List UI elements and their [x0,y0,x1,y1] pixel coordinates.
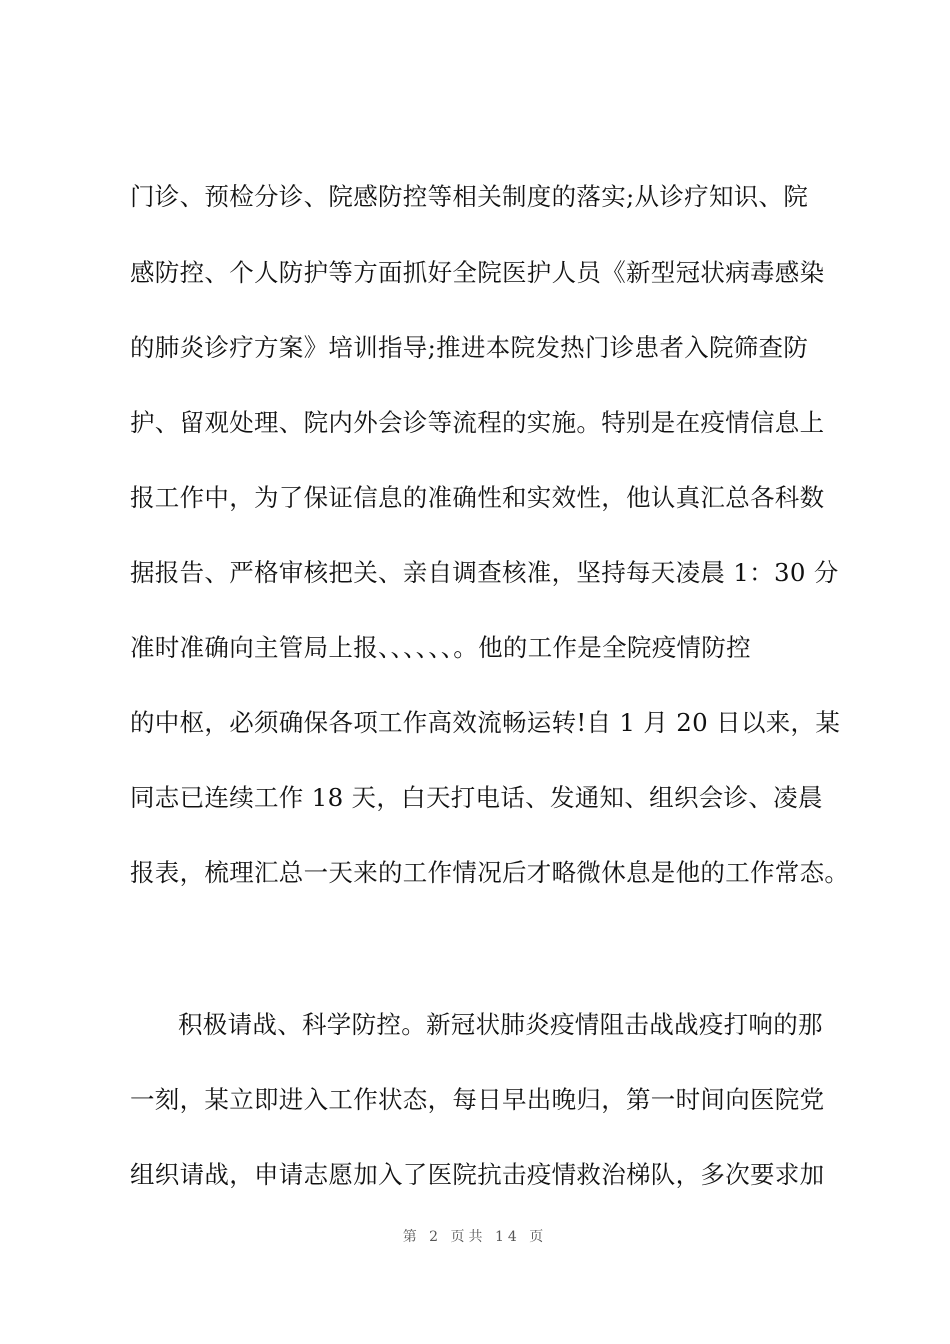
paragraph-1-line-6: 据报告、严格审核把关、亲自调查核准，坚持每天凌晨 1：30 分 [130,558,839,587]
paragraph-1-line-3: 的肺炎诊疗方案》培训指导;推进本院发热门诊患者入院筛查防 [130,333,809,362]
paragraph-1-line-8: 的中枢，必须确保各项工作高效流畅运转!自 1 月 20 日以来，某 [130,708,841,737]
paragraph-1-line-5: 报工作中，为了保证信息的准确性和实效性，他认真汇总各科数 [130,483,825,512]
paragraph-1-line-10: 报表，梳理汇总一天来的工作情况后才略微休息是他的工作常态。 [130,858,850,887]
paragraph-1-line-9: 同志已连续工作 18 天，白天打电话、发通知、组织会诊、凌晨 [130,783,823,812]
paragraph-1-line-1: 门诊、预检分诊、院感防控等相关制度的落实;从诊疗知识、院 [130,182,809,211]
paragraph-1-line-2: 感防控、个人防护等方面抓好全院医护人员《新型冠状病毒感染 [130,258,825,287]
paragraph-2-line-1: 积极请战、科学防控。新冠状肺炎疫情阻击战战疫打响的那 [178,1010,823,1039]
paragraph-1-line-7: 准时准确向主管局上报、、、、、、。他的工作是全院疫情防控 [130,633,751,662]
paragraph-2-line-3: 组织请战，申请志愿加入了医院抗击疫情救治梯队，多次要求加 [130,1160,825,1189]
paragraph-2-line-2: 一刻，某立即进入工作状态，每日早出晚归，第一时间向医院党 [130,1085,825,1114]
page-number-footer: 第 2 页共 14 页 [402,1229,548,1245]
paragraph-1-line-4: 护、留观处理、院内外会诊等流程的实施。特别是在疫情信息上 [130,408,825,437]
